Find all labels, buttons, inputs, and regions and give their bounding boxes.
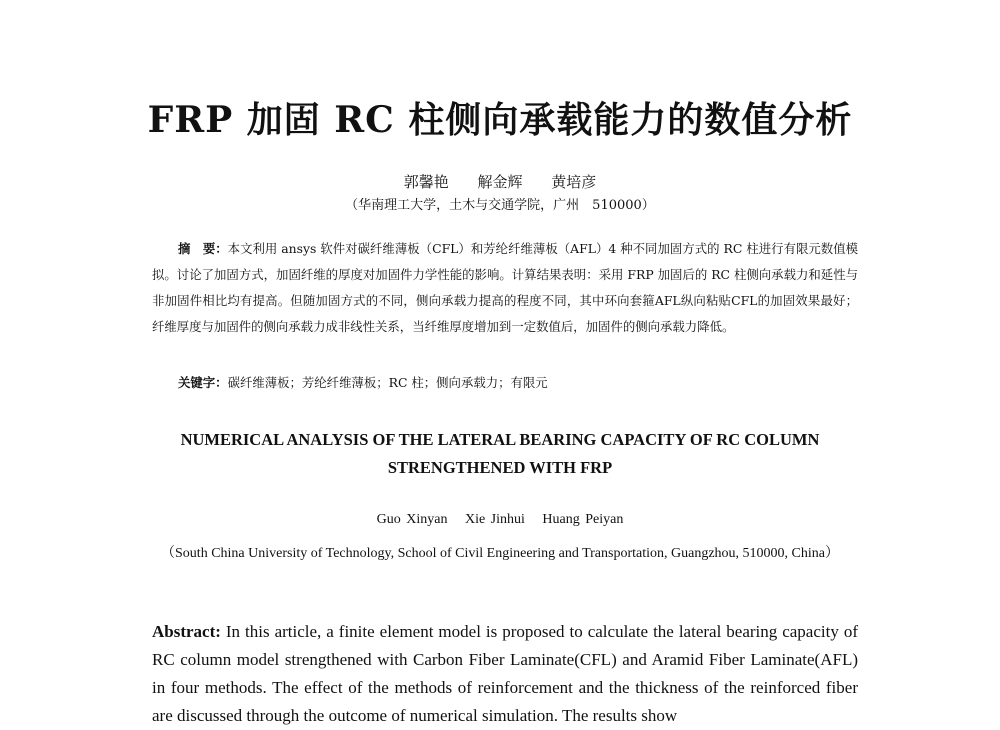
author-name: Huang Peiyan [542,512,624,527]
english-abstract-label: Abstract: [152,622,221,641]
chinese-affiliation: （华南理工大学，土木与交通学院，广州 510000） [345,198,655,213]
author-name: Xie Jinhui [464,512,525,527]
english-title: NUMERICAL ANALYSIS OF THE LATERAL BEARING CAPACITY OF RC COLUMN STRENGTHENED WITH FRP [180,430,820,477]
english-authors [0,512,1000,528]
author-name: 黄培彦 [551,173,597,191]
chinese-authors [0,171,1000,192]
english-abstract [152,618,858,730]
english-affiliation: （South China University of Technology, School of Civil Engineering and Transportation, Guangzhou, 510000, China） [161,546,839,561]
author-name: Guo Xinyan [376,512,448,527]
chinese-abstract-label: 摘 要： [178,241,228,256]
chinese-title: FRP 加固 RC 柱侧向承载能力的数值分析 [147,99,853,141]
chinese-keywords [178,372,858,394]
chinese-abstract-text: 本文利用 ansys 软件对碳纤维薄板（CFL）和芳纶纤维薄板（AFL）4 种不同加固方式的 RC 柱进行有限元数值模拟。讨论了加固方式，加固纤维的厚度对加固件力学性能的影响。计算结果表明：采用 FRP 加固后的 RC 柱侧向承载力和延性与非加固件相比均有提高。但随加固方式的不同，侧向承载力提高的程度不同，其中环向套箍AFL纵向粘贴CFL的加固效果最好；纤维厚度与加固件的侧向承载力成非线性关系，当纤维厚度增加到一定数值后，加固件的侧向承载力降低。 [152,241,858,334]
chinese-keywords-text: 碳纤维薄板；芳纶纤维薄板；RC 柱；侧向承载力；有限元 [227,375,548,390]
author-name: 郭馨艳 [403,173,449,191]
english-abstract-text: In this article, a finite element model is proposed to calculate the lateral bearing capacity of RC column model strengthened with Carbon Fiber Laminate(CFL) and Aramid Fiber Laminate(AFL) in four methods. The effect of the methods of reinforcement and the thickness of the reinforced fiber are discussed through the outcome of numerical simulation. The results show [152,622,858,725]
author-name: 解金辉 [477,173,523,191]
chinese-abstract [152,236,858,340]
chinese-keywords-label: 关键字： [178,375,228,390]
